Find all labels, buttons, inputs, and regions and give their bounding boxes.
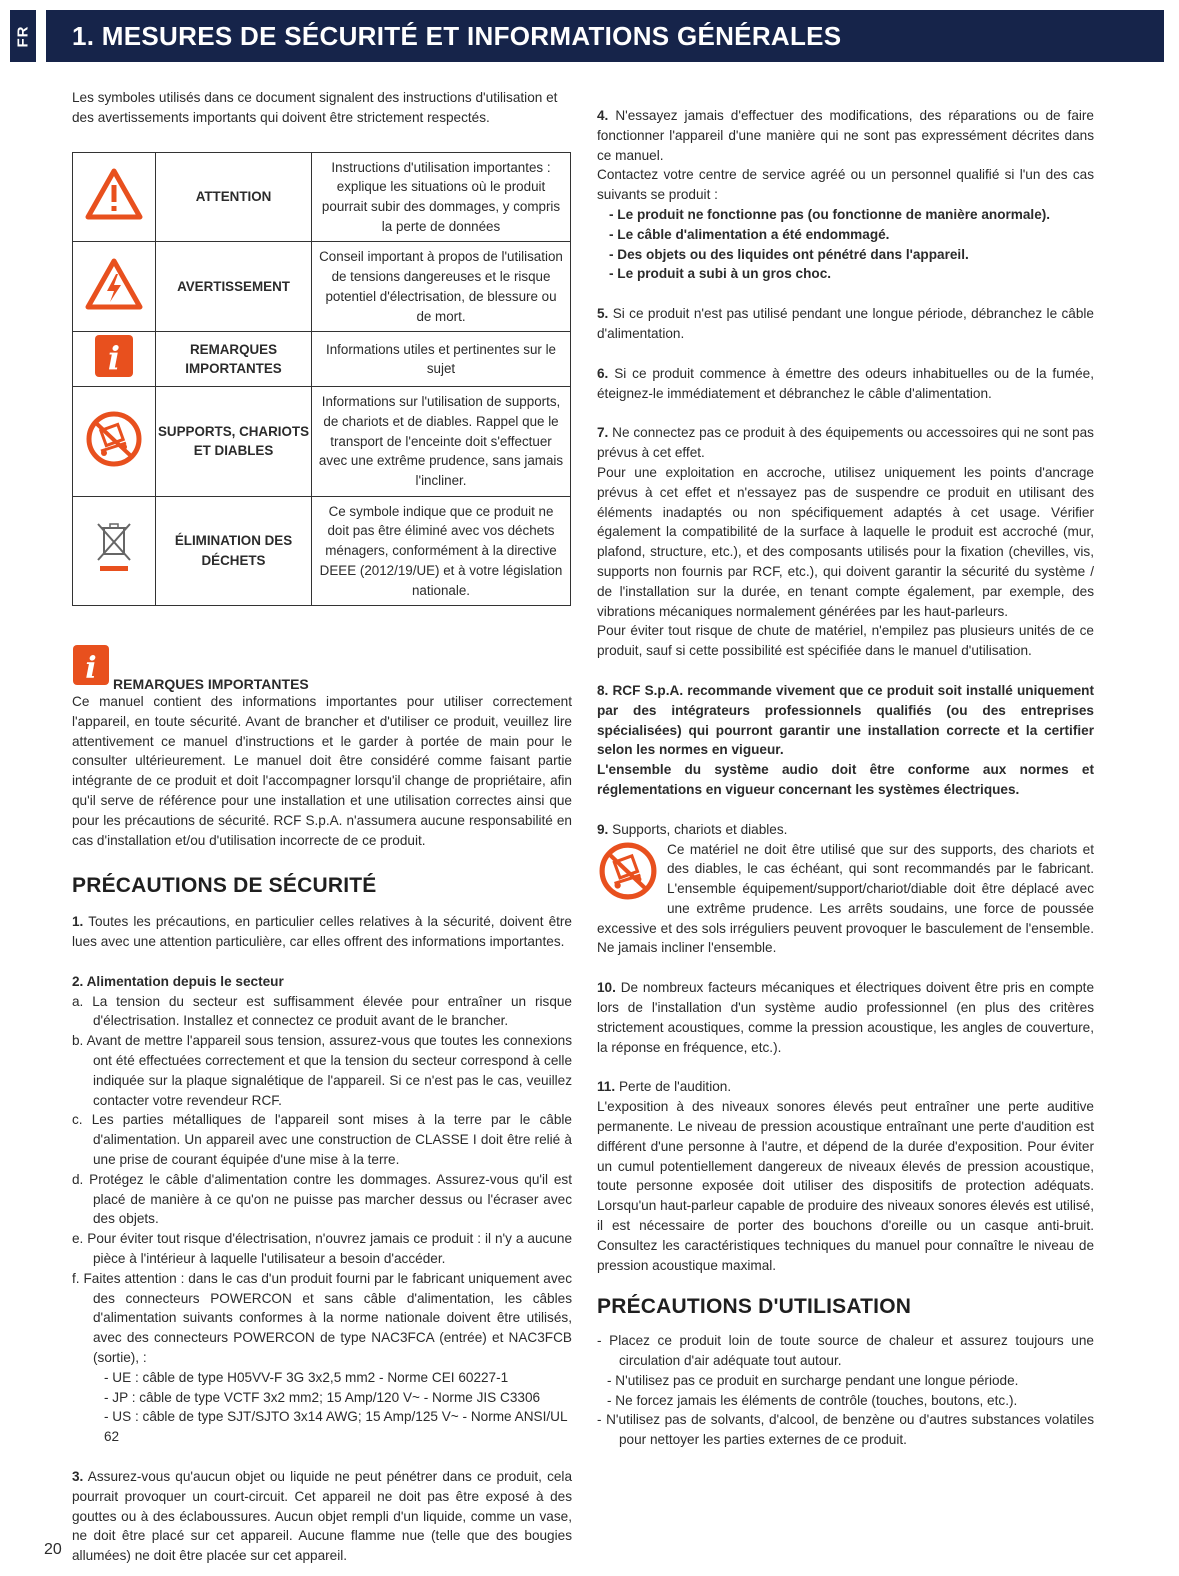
list-item: - Le produit ne fonctionne pas (ou fonctionne de manière anormale). — [609, 206, 1051, 222]
list-item: - N'utilisez pas ce produit en surcharge pendant une longue période. — [607, 1372, 1019, 1388]
malfunction-list — [597, 205, 1094, 284]
paragraph-10: 10. De nombreux facteurs mécaniques et électriques doivent être pris en compte lors de l'installation d'un système audio professionnel (en plus des critères strictement acoustiques, comme la pression acoustique, les angles de couverture, la réponse en fréquence, etc.). — [597, 980, 1094, 1055]
symbol-description: Instructions d'utilisation importantes : explique les situations où le produit pourrait subir des dommages, y compris la perte de données — [312, 152, 571, 242]
list-item: e. Pour éviter tout risque d'électrisation, n'ouvrez jamais ce produit : il n'y a aucune pièce à l'intérieur à laquelle l'utilisateur a besoin d'accéder. — [72, 1231, 572, 1266]
no-tipping-cart-icon — [73, 387, 156, 497]
paragraph-9 — [597, 840, 1094, 959]
info-icon — [72, 644, 110, 692]
svg-text:i: i — [85, 651, 97, 687]
electric-shock-icon — [73, 242, 156, 332]
paragraph-7: 7. Ne connectez pas ce produit à des équipements ou accessoires qui ne sont pas prévus à cet effet. — [597, 425, 1094, 461]
svg-text:i: i — [107, 339, 121, 378]
left-column — [72, 88, 572, 1566]
paragraph-8: 8. RCF S.p.A. recommande vivement que ce produit soit installé uniquement par des intégrateurs professionnels qualifiés (ou des entreprises spécialisées) qui pourront garantir une installation correcte et la certifier selon les normes en vigueur. — [597, 682, 1094, 758]
safety-paragraph-3: 3. Assurez-vous qu'aucun objet ou liquide ne peut pénétrer dans ce produit, cela pourrait provoquer un court-circuit. Cet appareil ne doit pas être exposé à des gouttes ou à des éclaboussures. Aucun objet rempli d'un liquide, comme un vase, ne doit être placé sur cet appareil. Aucune flamme nue (telle que des bougies allumées) ne doit être placée sur cet appareil. — [72, 1468, 573, 1564]
symbol-label: ATTENTION — [156, 152, 312, 242]
page-number: 20 — [44, 1541, 62, 1558]
warning-triangle-icon — [73, 152, 156, 242]
page-title: 1. MESURES DE SÉCURITÉ ET INFORMATIONS GÉNÉRALES — [46, 10, 1164, 62]
paragraph-5: 5. Si ce produit n'est pas utilisé pendant une longue période, débranchez le câble d'alimentation. — [597, 306, 1094, 341]
table-row — [73, 387, 571, 497]
symbol-description: Ce symbole indique que ce produit ne doit pas être éliminé avec vos déchets ménagers, conformément à la directive DEEE (2012/19/UE) et à votre législation nationale. — [312, 496, 571, 606]
list-item: - Le produit a subi à un gros choc. — [609, 266, 832, 282]
symbol-label: REMARQUES IMPORTANTES — [156, 332, 312, 387]
mains-list — [72, 992, 572, 1447]
paragraph-4: 4. N'essayez jamais d'effectuer des modifications, des réparations ou de faire fonctionner l'appareil d'une manière qui ne sont pas expressément décrites dans ce manuel. — [597, 108, 1094, 163]
paragraph-9-title: 9. Supports, chariots et diables. — [597, 821, 788, 837]
paragraph-11: L'exposition à des niveaux sonores élevés peut entraîner une perte auditive permanente. Le niveau de pression acoustique entraînant une perte d'audition est différent d'une personne à l'autre, et dépend de la durée d'exposition. Pour éviter un cumul potentiellement dangereux de niveaux élevés de pression acoustique, toute personne exposée doit utiliser des dispositifs de protection adéquats. Lorsqu'un haut-parleur capable de produire des niveaux sonores élevés est utilisé, il est nécessaire de porter des bouchons d'oreille ou un casque anti-bruit. Consultez les caractéristiques techniques du manuel pour connaître le niveau de pression acoustique maximal. — [597, 1099, 1094, 1273]
symbol-label: SUPPORTS, CHARIOTS ET DIABLES — [156, 387, 312, 497]
list-item: - US : câble de type SJT/SJTO 3x14 AWG; 15 Amp/125 V~ - Norme ANSI/UL 62 — [104, 1409, 568, 1445]
usage-heading: PRÉCAUTIONS D'UTILISATION — [597, 1295, 912, 1319]
table-row — [73, 332, 571, 387]
paragraph-7-stacking: Pour éviter tout risque de chute de matériel, n'empilez pas plusieurs unités de ce produit, sauf si cette possibilité est spécifiée dans le manuel d'utilisation. — [597, 623, 1094, 659]
language-tab: FR — [10, 10, 36, 62]
table-row — [73, 152, 571, 242]
symbols-table — [72, 152, 571, 607]
paragraph-4-contact: Contactez votre centre de service agréé ou un personnel qualifié si l'un des cas suivants se produit : — [597, 167, 1094, 203]
list-item: - Le câble d'alimentation a été endommagé. — [609, 226, 890, 242]
table-row — [73, 496, 571, 606]
intro-text: Les symboles utilisés dans ce document signalent des instructions d'utilisation et des avertissements importants qui doivent être strictement respectés. — [72, 90, 558, 125]
list-item: - Placez ce produit loin de toute source de chaleur et assurez toujours une circulation d'air adéquate tout autour. — [597, 1333, 1094, 1369]
crossed-bin-icon — [73, 496, 156, 606]
safety-heading: PRÉCAUTIONS DE SÉCURITÉ — [72, 874, 377, 898]
list-item: - JP : câble de type VCTF 3x2 mm2; 15 Amp/120 V~ - Norme JIS C3306 — [104, 1389, 541, 1405]
mains-heading: 2. Alimentation depuis le secteur — [72, 973, 284, 989]
list-item: - N'utilisez pas de solvants, d'alcool, de benzène ou d'autres substances volatiles pour nettoyer les parties externes de ce produit. — [597, 1412, 1094, 1448]
paragraph-9-text: Ce matériel ne doit être utilisé que sur des supports, des chariots et des diables, le cas échéant, qui sont recommandés par le fabricant. L'ensemble équipement/support/chariot/diable doit être déplacé avec une extrême prudence. Les arrêts soudains, une force de poussée excessive et des sols irréguliers peuvent provoquer le basculement de l'ensemble. Ne jamais incliner l'ensemble. — [597, 841, 1094, 956]
safety-paragraph-1: 1. Toutes les précautions, en particulier celles relatives à la sécurité, doivent être lues avec une attention particulière, car elles offrent des informations importantes. — [72, 914, 572, 950]
list-item: - Des objets ou des liquides ont pénétré dans l'appareil. — [609, 246, 969, 262]
info-icon — [73, 332, 156, 387]
usage-list — [597, 1331, 1094, 1450]
table-row — [73, 242, 571, 332]
list-item: d. Protégez le câble d'alimentation contre les dommages. Assurez-vous qu'il est placé de manière à ce qu'on ne puisse pas marcher dessus ou l'écraser avec des objets. — [72, 1171, 572, 1227]
symbol-description: Informations sur l'utilisation de supports, de chariots et de diables. Rappel que le transport de l'enceinte doit s'effectuer avec une extrême prudence, sans jamais l'incliner. — [312, 387, 571, 497]
list-item: f. Faites attention : dans le cas d'un produit fourni par le fabricant uniquement avec des connecteurs POWERCON et sans câble d'alimentation, les câbles d'alimentation suivants conformes à la norme nationale doivent être utilisés, avec des connecteurs POWERCON de type NAC3FCA (entrée) et NAC3FCB (sortie), : — [72, 1270, 572, 1365]
symbol-description: Conseil important à propos de l'utilisation de tensions dangereuses et le risque potentiel d'électrisation, de blessure ou de mort. — [312, 242, 571, 332]
paragraph-7-rigging: Pour une exploitation en accroche, utilisez uniquement les points d'ancrage prévus à cet effet et n'essayez pas de suspendre ce produit en utilisant des éléments inadaptés ou non spécifiquement adaptés à cet usage. Vérifier également la compatibilité de la surface à laquelle le produit est accroché (mur, plafond, structure, etc.), et des composants utilisés pour la fixation (chevilles, vis, supports non fournis par RCF, etc.), qui doivent garantir la sécurité du système / de l'installation sur la durée, en tenant compte également, par exemple, des vibrations mécaniques normalement générées par les haut-parleurs. — [597, 464, 1094, 619]
no-tipping-cart-icon — [599, 842, 659, 902]
list-item: a. La tension du secteur est suffisamment élevée pour entraîner un risque d'électrisation. Installez et connectez ce produit avant de le brancher. — [72, 993, 572, 1029]
right-column — [597, 106, 1094, 1450]
list-item: - UE : câble de type H05VV-F 3G 3x2,5 mm2 - Norme CEI 60227-1 — [104, 1369, 509, 1385]
paragraph-6: 6. Si ce produit commence à émettre des odeurs inhabituelles ou de la fumée, éteignez-le immédiatement et débranchez le câble d'alimentation. — [597, 365, 1094, 401]
symbol-label: ÉLIMINATION DES DÉCHETS — [156, 496, 312, 606]
paragraph-11-title: 11. Perte de l'audition. — [597, 1079, 732, 1095]
remarks-body: Ce manuel contient des informations importantes pour utiliser correctement l'appareil, en toute sécurité. Avant de brancher et d'utiliser ce produit, veuillez lire attentivement ce manuel d'instructions et le garder à portée de main pour le consulter ultérieurement. Le manuel doit être considéré comme faisant partie intégrante de ce produit et doit l'accompagner lorsqu'il change de propriétaire, afin qu'il serve de référence pour une installation et une utilisation correctes ainsi que pour les précautions de sécurité. RCF S.p.A. n'assumera aucune responsabilité en cas d'installation et/ou d'utilisation incorrecte de ce produit. — [72, 694, 572, 848]
symbol-description: Informations utiles et pertinentes sur le sujet — [312, 332, 571, 387]
paragraph-8-compliance: L'ensemble du système audio doit être conforme aux normes et réglementations en vigueur concernant les systèmes électriques. — [597, 762, 1094, 797]
remarks-title: REMARQUES IMPORTANTES — [113, 676, 309, 693]
symbol-label: AVERTISSEMENT — [156, 242, 312, 332]
list-item: c. Les parties métalliques de l'appareil sont mises à la terre par le câble d'alimentation. Un appareil avec une construction de CLASSE I doit être relié à une prise de courant équipée d'une mise à la terre. — [72, 1112, 572, 1167]
list-item: - Ne forcez jamais les éléments de contrôle (touches, boutons, etc.). — [607, 1392, 1018, 1408]
remarks-heading — [72, 644, 572, 692]
list-item: b. Avant de mettre l'appareil sous tension, assurez-vous que toutes les connexions ont été effectuées correctement et que la tension du secteur correspond à celle indiquée sur la plaque signalétique de l'appareil. Si ce n'est pas le cas, veuillez contacter votre revendeur RCF. — [72, 1033, 572, 1108]
